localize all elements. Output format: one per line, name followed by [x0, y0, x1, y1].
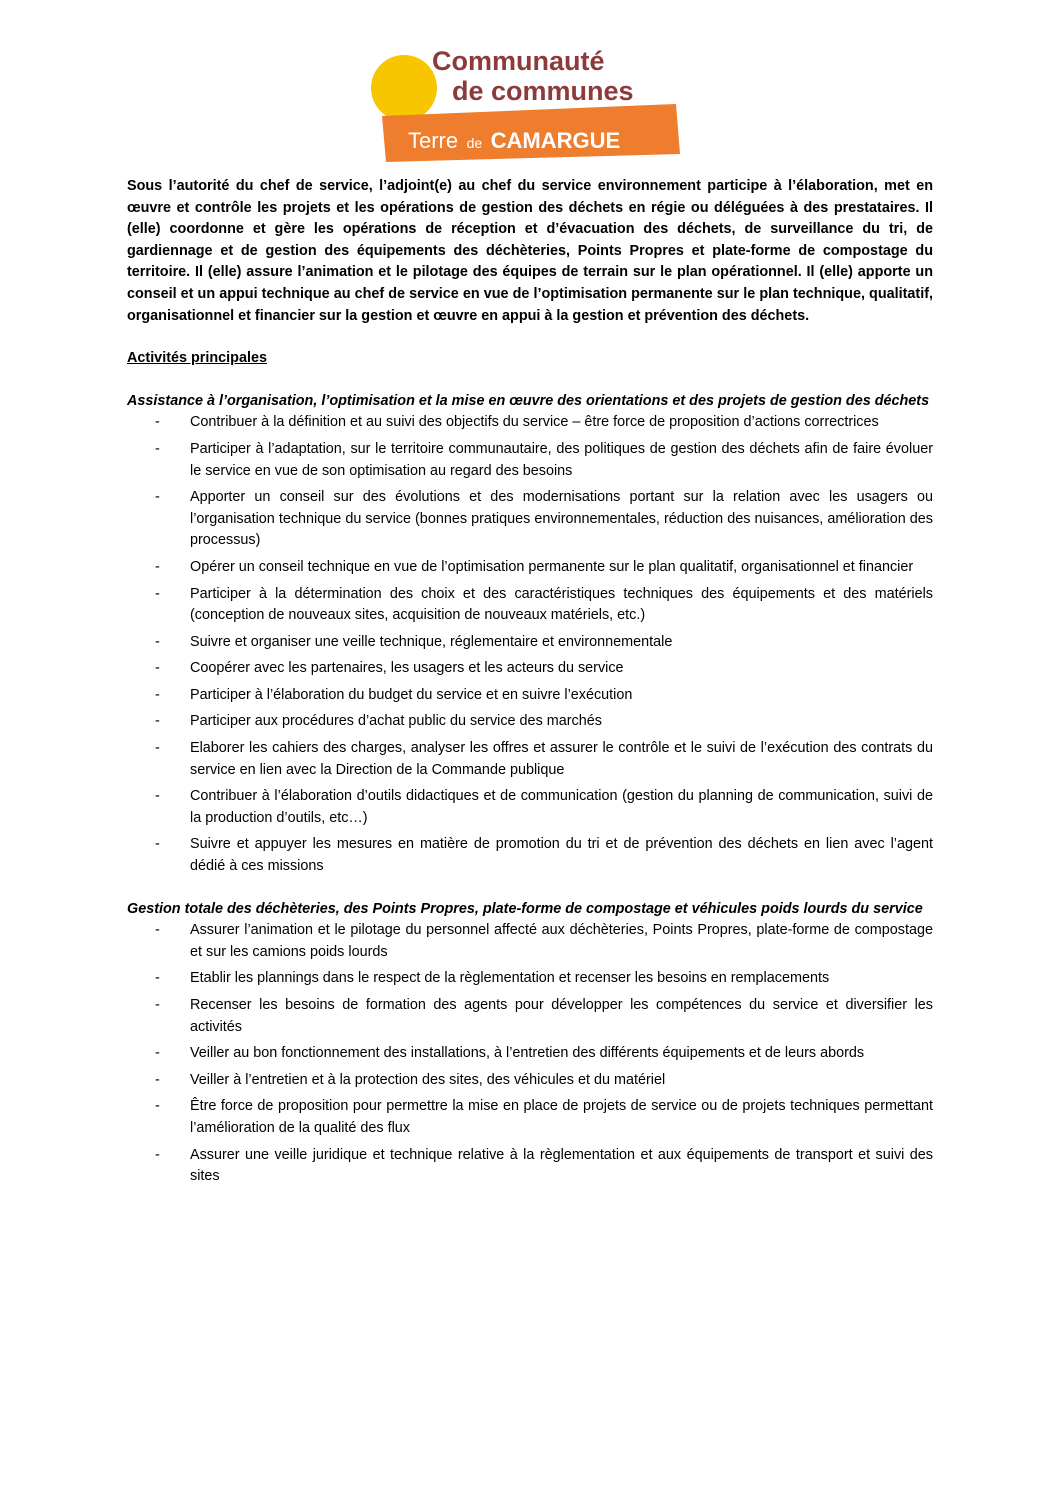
list-item: [127, 1096, 933, 1139]
bullet-dash: -: [155, 788, 160, 805]
logo-band-word-3: CAMARGUE: [490, 128, 621, 153]
list-item-text: Recenser les besoins de formation des agents pour développer les compétences du service et diversifier les activités: [190, 997, 933, 1035]
bullet-dash: -: [155, 740, 160, 757]
logo-line-1: Communauté: [432, 46, 605, 76]
sun-logo-shape: [371, 55, 437, 121]
bullet-dash: -: [155, 970, 160, 987]
bullet-dash: -: [155, 836, 160, 853]
list-item-text: Contribuer à la définition et au suivi des objectifs du service – être force de proposition d’actions correctrices: [190, 414, 879, 431]
list-item-text: Opérer un conseil technique en vue de l’optimisation permanente sur le plan qualitatif, organisationnel et financier: [190, 558, 914, 575]
list-item: [127, 487, 933, 552]
intro-paragraph: Sous l’autorité du chef de service, l’adjoint(e) au chef du service environnement participe à l’élaboration, met en œuvre et contrôle les projets et les opérations de gestion des déchets en régie ou déléguées à des prestataires. Il (elle) coordonne et gère les opérations de réception et d’évacuation des déchets, de surveillance du tri, de gardiennage et de gestion des équipements des déchèteries, Points Propres et plate-forme de compostage du territoire. Il (elle) assure l’animation et le pilotage des équipes de terrain sur le plan opérationnel. Il (elle) apporte un conseil et un appui technique au chef de service en vue de l’optimisation permanente sur le plan technique, qualitatif, organisationnel et financier sur la gestion et œuvre en appui à la gestion et prévention des déchets.: [127, 178, 933, 324]
bullet-dash: -: [155, 713, 160, 730]
activity-section: [127, 899, 933, 1188]
logo-band-word-2: de: [466, 135, 483, 151]
bullet-dash: -: [155, 997, 160, 1013]
bullet-dash: -: [155, 1045, 160, 1062]
bullet-dash: -: [155, 440, 160, 457]
list-item-text: Être force de proposition pour permettre la mise en place de projets de service ou de projets techniques permettant l’amélioration de la qualité des flux: [190, 1098, 933, 1136]
document-body: [127, 176, 933, 1209]
svg-text:Terre de CAMARGUE: [408, 128, 620, 153]
list-item-text: Suivre et organiser une veille technique, réglementaire et environnementale: [190, 633, 673, 650]
list-item: [127, 995, 933, 1038]
list-item: [127, 1043, 933, 1065]
list-item-text: Veiller à l’entretien et à la protection des sites, des véhicules et du matériel: [190, 1071, 666, 1088]
list-item-text: Participer à l’adaptation, sur le territoire communautaire, des politiques de gestion des déchets afin de faire évoluer le service en vue de son optimisation au regard des besoins: [190, 440, 933, 479]
list-item-text: Assurer l’animation et le pilotage du personnel affecté aux déchèteries, Points Propres, plate-forme de compostage et sur les camions poids lourds: [190, 922, 933, 960]
task-list: [127, 412, 933, 877]
logo-line-2: de communes: [452, 76, 634, 106]
list-item-text: Etablir les plannings dans le respect de la règlementation et recenser les besoins en remplacements: [190, 970, 830, 987]
bullet-dash: -: [155, 686, 160, 703]
list-item-text: Participer aux procédures d’achat public du service des marchés: [190, 713, 602, 730]
list-item: [127, 632, 933, 654]
list-item-text: Contribuer à l’élaboration d’outils didactiques et de communication (gestion du planning de communication, suivi de la production d’outils, etc…): [190, 788, 933, 826]
list-item-text: Suivre et appuyer les mesures en matière de promotion du tri et de prévention des déchets en lien avec l’agent dédié à ces missions: [190, 836, 933, 875]
list-item-text: Assurer une veille juridique et technique relative à la règlementation et aux équipements de transport et suivi des sites: [190, 1146, 933, 1185]
list-item: [127, 658, 933, 680]
list-item: [127, 834, 933, 877]
bullet-dash: -: [155, 558, 160, 575]
list-item: [127, 412, 933, 434]
list-item: [127, 920, 933, 963]
subsection-title: Assistance à l’organisation, l’optimisation et la mise en œuvre des orientations et des projets de gestion des déchets: [127, 392, 930, 409]
list-item: [127, 968, 933, 990]
list-item: [127, 439, 933, 482]
bullet-dash: -: [155, 633, 160, 650]
bullet-dash: -: [155, 489, 160, 506]
list-item-text: Participer à l’élaboration du budget du service et en suivre l’exécution: [190, 686, 633, 703]
list-item: [127, 1070, 933, 1092]
list-item: [127, 786, 933, 829]
list-item-text: Coopérer avec les partenaires, les usagers et les acteurs du service: [190, 660, 624, 677]
list-item: [127, 685, 933, 707]
subsection-title: Gestion totale des déchèteries, des Points Propres, plate-forme de compostage et véhicules poids lourds du service: [127, 900, 923, 917]
list-item-text: Elaborer les cahiers des charges, analyser les offres et assurer le contrôle et le suivi de l’exécution des contrats du service en lien avec la Direction de la Commande publique: [190, 740, 933, 778]
list-item-text: Participer à la détermination des choix et des caractéristiques techniques des équipements et des matériels (conception de nouveaux sites, acquisition de nouveaux matériels, etc.): [190, 585, 933, 624]
list-item-text: Veiller au bon fonctionnement des installations, à l’entretien des différents équipements et de leurs abords: [190, 1045, 865, 1062]
activity-section: [127, 391, 933, 878]
bullet-dash: -: [155, 414, 160, 431]
bullet-dash: -: [155, 1098, 160, 1115]
organization-logo: [368, 36, 688, 170]
bullet-dash: -: [155, 922, 160, 939]
bullet-dash: -: [155, 1146, 160, 1163]
bullet-dash: -: [155, 660, 160, 677]
list-item: [127, 711, 933, 733]
list-item: [127, 557, 933, 579]
list-item: [127, 1145, 933, 1188]
bullet-dash: -: [155, 1071, 160, 1088]
section-heading: Activités principales: [127, 350, 267, 367]
logo-band-word-1: Terre: [408, 128, 459, 153]
list-item: [127, 584, 933, 627]
task-list: [127, 920, 933, 1188]
list-item: [127, 738, 933, 781]
list-item-text: Apporter un conseil sur des évolutions et des modernisations portant sur la relation avec les usagers ou l’organisation technique du service (bonnes pratiques environnementales, réduction des nuisances, amélioration des processus): [190, 489, 933, 549]
bullet-dash: -: [155, 585, 160, 602]
